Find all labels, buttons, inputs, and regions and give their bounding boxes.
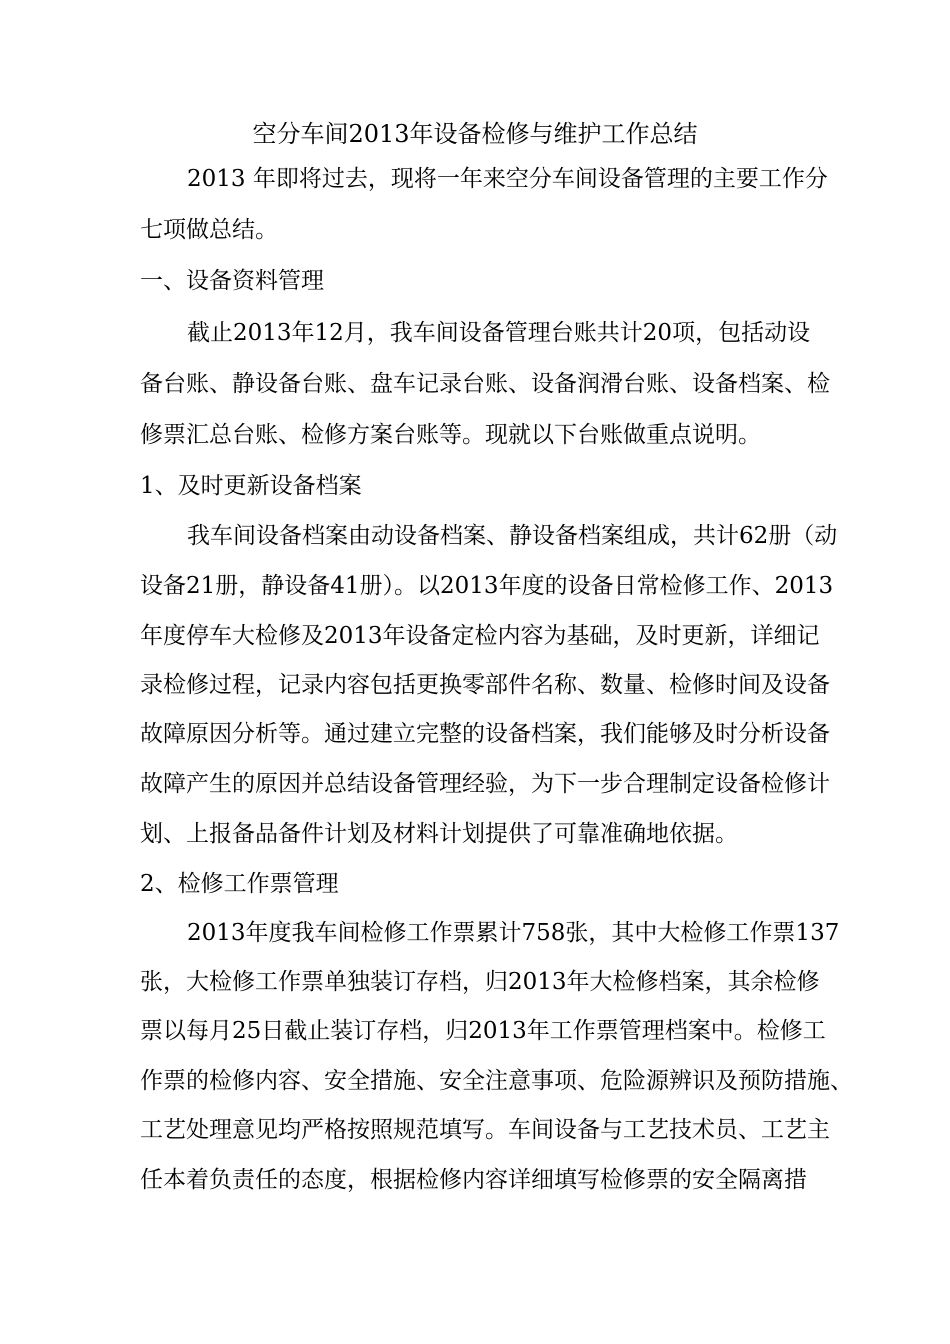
document-title: 空分车间2013年设备检修与维护工作总结 [252, 120, 698, 148]
paragraph-line: 录检修过程，记录内容包括更换零部件名称、数量、检修时间及设备 [140, 672, 830, 698]
paragraph-line: 修票汇总台账、检修方案台账等。现就以下台账做重点说明。 [140, 422, 761, 448]
paragraph-line: 张，大检修工作票单独装订存档，归2013年大检修档案，其余检修 [140, 969, 820, 995]
paragraph-line: 故障原因分析等。通过建立完整的设备档案，我们能够及时分析设备 [140, 721, 830, 747]
paragraph-line: 设备21册，静设备41册）。以2013年度的设备日常检修工作、2013 [140, 573, 834, 599]
paragraph-line: 工艺处理意见均严格按照规范填写。车间设备与工艺技术员、工艺主 [140, 1117, 830, 1143]
paragraph-line: 作票的检修内容、安全措施、安全注意事项、危险源辨识及预防措施、 [140, 1068, 853, 1094]
paragraph-line: 票以每月25日截止装订存档，归2013年工作票管理档案中。检修工 [140, 1018, 826, 1044]
paragraph-line: 任本着负责任的态度，根据检修内容详细填写检修票的安全隔离措 [140, 1167, 807, 1193]
paragraph-line: 2013 年即将过去，现将一年来空分车间设备管理的主要工作分 [187, 166, 828, 192]
paragraph-line: 我车间设备档案由动设备档案、静设备档案组成，共计62册（动 [187, 523, 838, 549]
section-heading: 一、设备资料管理 [140, 268, 324, 294]
paragraph-line: 划、上报备品备件计划及材料计划提供了可靠准确地依据。 [140, 821, 738, 847]
paragraph-line: 七项做总结。 [140, 217, 278, 243]
paragraph-line: 截止2013年12月，我车间设备管理台账共计20项，包括动设 [187, 320, 811, 346]
subsection-heading: 1、及时更新设备档案 [140, 473, 362, 499]
subsection-heading: 2、检修工作票管理 [140, 871, 339, 897]
paragraph-line: 年度停车大检修及2013年设备定检内容为基础，及时更新，详细记 [140, 623, 820, 649]
paragraph-line: 备台账、静设备台账、盘车记录台账、设备润滑台账、设备档案、检 [140, 371, 830, 397]
paragraph-line: 故障产生的原因并总结设备管理经验，为下一步合理制定设备检修计 [140, 771, 830, 797]
paragraph-line: 2013年度我车间检修工作票累计758张，其中大检修工作票137 [187, 920, 840, 946]
